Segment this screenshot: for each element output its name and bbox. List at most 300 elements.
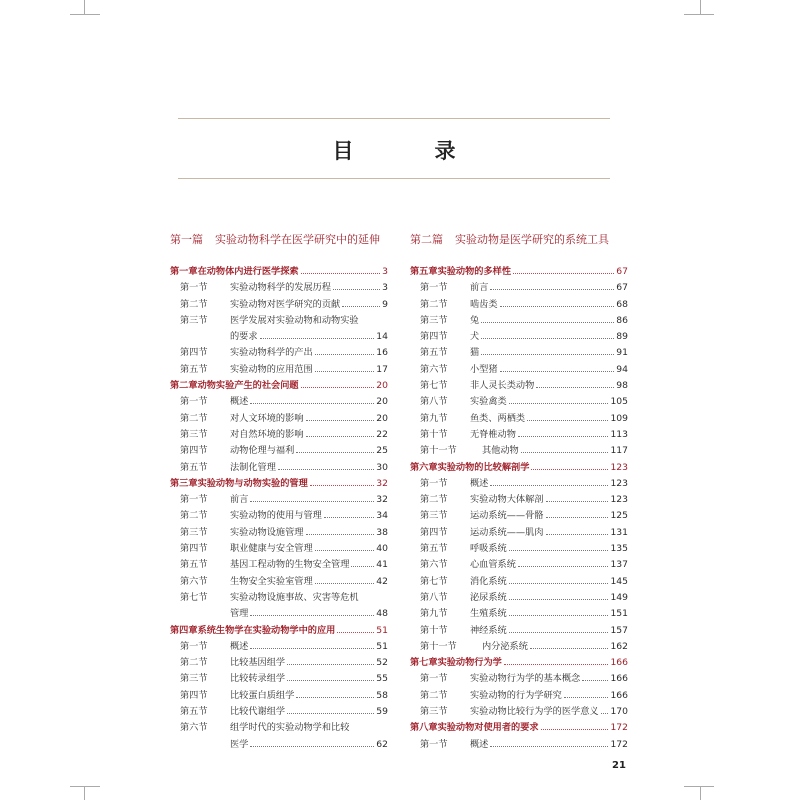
toc-column-left: [170, 230, 388, 753]
toc-chapter-entry[interactable]: [410, 264, 628, 280]
entry-number: 第四节: [420, 331, 448, 343]
toc-section-entry[interactable]: [170, 704, 388, 720]
toc-section-entry[interactable]: [170, 639, 388, 655]
toc-section-entry[interactable]: [170, 443, 388, 459]
crop-mark: [70, 786, 100, 787]
entry-page-number: 166: [610, 657, 628, 669]
dot-leader: [513, 273, 614, 274]
entry-page-number: 151: [610, 608, 628, 620]
entry-number: 第六节: [180, 575, 208, 587]
part-number: 第一篇: [170, 233, 203, 246]
dot-leader: [301, 273, 381, 274]
entry-page-number: 51: [376, 624, 388, 636]
entry-number: 第五节: [420, 543, 448, 555]
dot-leader: [521, 452, 609, 453]
entry-title: 非人灵长类动物: [470, 380, 535, 392]
dot-leader: [351, 566, 374, 567]
toc-section-entry[interactable]: [410, 590, 628, 606]
toc-section-entry[interactable]: [410, 508, 628, 524]
entry-page-number: 17: [376, 363, 388, 375]
entry-number: 第三节: [420, 706, 448, 718]
dot-leader: [531, 469, 608, 470]
entry-number: 第四节: [420, 526, 448, 538]
entry-title: 犬: [470, 331, 480, 343]
entry-page-number: 38: [376, 526, 388, 538]
entry-number: 第十节: [420, 624, 448, 636]
toc-section-entry[interactable]: [170, 525, 388, 541]
entry-number: 第二节: [180, 510, 208, 522]
entry-page-number: 32: [376, 494, 388, 506]
toc-chapter-entry[interactable]: [410, 460, 628, 476]
dot-leader: [509, 599, 609, 600]
entry-number: 第五节: [180, 461, 208, 473]
toc-chapter-entry[interactable]: [170, 623, 388, 639]
entry-title: 概述: [230, 396, 249, 408]
entry-title: 呼吸系统: [470, 543, 507, 555]
toc-section-entry[interactable]: [410, 557, 628, 573]
entry-number: 第三节: [180, 314, 208, 326]
entry-title: 实验动物科学的产出: [230, 347, 313, 359]
entry-title: 实验动物比较行为学的医学意义: [470, 706, 599, 718]
toc-section-entry[interactable]: [410, 704, 628, 720]
entry-number: 第二节: [180, 657, 208, 669]
dot-leader: [287, 680, 374, 681]
part-title: 实验动物是医学研究的系统工具: [455, 233, 609, 246]
entry-number: 第五节: [180, 363, 208, 375]
toc-section-entry[interactable]: [410, 639, 628, 655]
entry-title: 生殖系统: [470, 608, 507, 620]
entry-title: 基因工程动物的生物安全管理: [230, 559, 350, 571]
toc-section-entry[interactable]: [170, 671, 388, 687]
entry-title: 比较基因组学: [230, 657, 286, 669]
entry-title: 比较蛋白质组学: [230, 689, 295, 701]
dot-leader: [541, 729, 609, 730]
dot-leader: [509, 632, 609, 633]
entry-page-number: 67: [616, 266, 628, 277]
dot-leader: [250, 501, 374, 502]
entry-number: 第八节: [420, 396, 448, 408]
entry-title: 组学时代的实验动物学和比较: [230, 722, 350, 734]
entry-number: 第一节: [180, 282, 208, 294]
entry-number: 第三章: [170, 477, 198, 489]
entry-number: 第三节: [180, 428, 208, 440]
dot-leader: [601, 713, 609, 714]
entry-page-number: 20: [376, 396, 388, 408]
entry-title: 概述: [230, 640, 249, 652]
entry-title: 系统生物学在实验动物学中的应用: [197, 624, 336, 636]
entry-number: 第五章: [410, 266, 438, 277]
entry-title: 实验动物的应用范围: [230, 363, 313, 375]
dot-leader: [490, 289, 614, 290]
entry-number: 第七节: [420, 380, 448, 392]
entry-number: 第三节: [180, 526, 208, 538]
entry-title: 啮齿类: [470, 298, 498, 310]
entry-title: 对人文环境的影响: [230, 412, 304, 424]
entry-page-number: 123: [610, 477, 628, 489]
entry-title: 鱼类、两栖类: [470, 412, 526, 424]
toc-section-entry[interactable]: [170, 362, 388, 378]
entry-title: 的要求: [230, 331, 258, 343]
toc-section-entry[interactable]: [410, 280, 628, 296]
entry-page-number: 41: [376, 559, 388, 571]
toc-section-entry[interactable]: [170, 720, 388, 736]
dot-leader: [509, 550, 609, 551]
entry-title: 实验动物大体解剖: [470, 494, 544, 506]
entry-page-number: 9: [382, 298, 388, 310]
entry-page-number: 172: [610, 738, 628, 750]
entry-title: 神经系统: [470, 624, 507, 636]
entry-page-number: 98: [616, 380, 628, 392]
entry-number: 第二节: [420, 298, 448, 310]
dot-leader: [481, 354, 614, 355]
entry-number: 第六节: [420, 363, 448, 375]
toc-section-entry[interactable]: [410, 606, 628, 622]
toc-section-entry[interactable]: [170, 737, 388, 753]
dot-leader: [518, 436, 609, 437]
dot-leader: [536, 387, 614, 388]
toc-section-entry[interactable]: [410, 297, 628, 313]
entry-number: 第七节: [180, 591, 208, 603]
entry-number: 第二节: [420, 494, 448, 506]
entry-number: 第五节: [180, 706, 208, 718]
toc-section-entry[interactable]: [170, 688, 388, 704]
dot-leader: [296, 697, 374, 698]
part-title: 实验动物科学在医学研究中的延伸: [215, 233, 380, 246]
entry-page-number: 135: [610, 543, 628, 555]
entry-page-number: 89: [616, 331, 628, 343]
dot-leader: [278, 469, 374, 470]
entry-number: 第八节: [420, 591, 448, 603]
dot-leader: [296, 452, 374, 453]
entry-number: 第一节: [420, 673, 448, 685]
entry-page-number: 172: [610, 722, 628, 734]
toc-section-entry[interactable]: [410, 574, 628, 590]
entry-title: 运动系统——骨骼: [470, 510, 544, 522]
toc-section-entry[interactable]: [170, 313, 388, 329]
toc-section-entry[interactable]: [170, 655, 388, 671]
dot-leader: [342, 306, 380, 307]
toc-chapter-entry[interactable]: [410, 655, 628, 671]
toc-section-entry[interactable]: [170, 492, 388, 508]
dot-leader: [546, 517, 609, 518]
entry-title: 概述: [470, 477, 489, 489]
entry-title: 比较转录组学: [230, 673, 286, 685]
entry-number: 第二节: [180, 412, 208, 424]
entry-number: 第一节: [420, 738, 448, 750]
entry-title: 泌尿系统: [470, 591, 507, 603]
toc-section-entry[interactable]: [170, 411, 388, 427]
title-rule-bottom: [178, 178, 610, 179]
entry-page-number: 105: [610, 396, 628, 408]
entry-page-number: 166: [610, 673, 628, 685]
toc-chapter-entry[interactable]: [170, 378, 388, 394]
dot-leader: [518, 566, 609, 567]
dot-leader: [504, 664, 609, 665]
part-number: 第二篇: [410, 233, 443, 246]
entry-page-number: 42: [376, 575, 388, 587]
page-title: 目 录: [332, 139, 486, 163]
entry-page-number: 58: [376, 689, 388, 701]
dot-leader: [500, 306, 615, 307]
entry-number: 第一节: [180, 494, 208, 506]
toc-list: [410, 264, 628, 753]
entry-title: 管理: [230, 608, 249, 620]
entry-number: 第一节: [180, 640, 208, 652]
entry-number: 第三节: [420, 314, 448, 326]
toc-chapter-entry[interactable]: [410, 720, 628, 736]
entry-title: 医学: [230, 738, 249, 750]
toc-section-entry[interactable]: [410, 737, 628, 753]
entry-number: 第四节: [180, 543, 208, 555]
entry-title: 职业健康与安全管理: [230, 543, 313, 555]
page-number: 21: [612, 760, 626, 771]
part-heading: [410, 230, 628, 250]
entry-title: 心血管系统: [470, 559, 516, 571]
dot-leader: [490, 485, 608, 486]
toc-chapter-entry[interactable]: [170, 476, 388, 492]
toc-section-entry[interactable]: [170, 297, 388, 313]
entry-number: 第五节: [420, 347, 448, 359]
entry-number: 第四节: [180, 445, 208, 457]
toc-section-entry[interactable]: [410, 443, 628, 459]
entry-title: 实验动物的使用与管理: [230, 510, 322, 522]
toc-chapter-entry[interactable]: [170, 264, 388, 280]
entry-number: 第九节: [420, 608, 448, 620]
entry-page-number: 94: [616, 363, 628, 375]
toc-section-entry[interactable]: [410, 394, 628, 410]
toc-section-entry[interactable]: [170, 574, 388, 590]
entry-number: 第一节: [420, 477, 448, 489]
entry-number: 第一节: [180, 396, 208, 408]
entry-number: 第九节: [420, 412, 448, 424]
entry-title: 猫: [470, 347, 480, 359]
toc-section-entry[interactable]: [170, 460, 388, 476]
dot-leader: [315, 354, 375, 355]
entry-title: 前言: [470, 282, 489, 294]
toc-section-entry[interactable]: [410, 541, 628, 557]
dot-leader: [500, 371, 615, 372]
entry-title: 实验动物与动物实验的管理: [197, 477, 308, 489]
entry-page-number: 166: [610, 689, 628, 701]
entry-page-number: 20: [376, 412, 388, 424]
entry-page-number: 145: [610, 575, 628, 587]
entry-number: 第六节: [420, 559, 448, 571]
dot-leader: [287, 713, 374, 714]
dot-leader: [301, 387, 375, 388]
entry-number: 第七章: [410, 657, 438, 669]
toc-section-entry[interactable]: [170, 590, 388, 606]
dot-leader: [582, 680, 608, 681]
crop-mark: [684, 786, 714, 787]
entry-page-number: 32: [376, 477, 388, 489]
entry-page-number: 149: [610, 591, 628, 603]
entry-title: 动物伦理与福利: [230, 445, 295, 457]
entry-number: 第十一节: [420, 640, 457, 652]
dot-leader: [481, 322, 614, 323]
dot-leader: [337, 632, 374, 633]
toc-section-entry[interactable]: [170, 541, 388, 557]
dot-leader: [509, 615, 609, 616]
entry-page-number: 48: [376, 608, 388, 620]
toc-section-entry[interactable]: [410, 623, 628, 639]
entry-page-number: 117: [610, 445, 628, 457]
entry-number: 第六节: [180, 722, 208, 734]
title-rule-top: [178, 118, 610, 119]
toc-section-entry[interactable]: [410, 671, 628, 687]
toc-section-entry[interactable]: [170, 394, 388, 410]
dot-leader: [306, 420, 375, 421]
toc-section-entry[interactable]: [410, 378, 628, 394]
entry-page-number: 157: [610, 624, 628, 636]
entry-page-number: 131: [610, 526, 628, 538]
toc-section-entry[interactable]: [410, 492, 628, 508]
entry-number: 第八章: [410, 722, 438, 734]
toc-list: [170, 264, 388, 753]
entry-title: 比较代谢组学: [230, 706, 286, 718]
entry-page-number: 3: [382, 266, 388, 277]
crop-mark: [684, 14, 714, 15]
toc-section-entry[interactable]: [410, 411, 628, 427]
toc-section-entry[interactable]: [410, 313, 628, 329]
entry-title: 实验动物对医学研究的贡献: [230, 298, 341, 310]
crop-mark: [84, 0, 85, 14]
entry-number: 第二节: [420, 689, 448, 701]
entry-number: 第四节: [180, 689, 208, 701]
toc-section-entry[interactable]: [170, 345, 388, 361]
toc-section-entry[interactable]: [170, 280, 388, 296]
dot-leader: [315, 550, 375, 551]
entry-title: 内分泌系统: [482, 640, 528, 652]
entry-number: 第二章: [170, 380, 198, 392]
entry-page-number: 30: [376, 461, 388, 473]
entry-title: 其他动物: [482, 445, 519, 457]
entry-number: 第五节: [180, 559, 208, 571]
toc-section-entry[interactable]: [410, 525, 628, 541]
entry-page-number: 34: [376, 510, 388, 522]
entry-number: 第七节: [420, 575, 448, 587]
entry-title: 前言: [230, 494, 249, 506]
entry-number: 第一章: [170, 266, 198, 277]
entry-number: 第十一节: [420, 445, 457, 457]
entry-title: 生物安全实验室管理: [230, 575, 313, 587]
entry-page-number: 162: [610, 640, 628, 652]
dot-leader: [315, 371, 375, 372]
toc-section-entry[interactable]: [170, 329, 388, 345]
dot-leader: [315, 583, 375, 584]
entry-page-number: 170: [610, 706, 628, 718]
entry-title: 兔: [470, 314, 480, 326]
entry-title: 在动物体内进行医学探索: [197, 266, 299, 277]
entry-page-number: 52: [376, 657, 388, 669]
entry-page-number: 125: [610, 510, 628, 522]
toc-section-entry[interactable]: [410, 476, 628, 492]
dot-leader: [324, 517, 374, 518]
entry-page-number: 113: [610, 428, 628, 440]
part-heading: [170, 230, 388, 250]
entry-title: 实验动物对使用者的要求: [437, 722, 539, 734]
entry-page-number: 22: [376, 428, 388, 440]
crop-mark: [84, 786, 85, 800]
dot-leader: [310, 485, 374, 486]
entry-page-number: 137: [610, 559, 628, 571]
crop-mark: [700, 0, 701, 14]
entry-page-number: 91: [616, 347, 628, 359]
entry-title: 实验动物行为学: [437, 657, 502, 669]
entry-title: 实验动物的比较解剖学: [437, 461, 530, 473]
dot-leader: [546, 501, 609, 502]
entry-title: 无脊椎动物: [470, 428, 516, 440]
dot-leader: [250, 403, 374, 404]
entry-title: 实验动物的多样性: [437, 266, 512, 277]
entry-title: 实验动物科学的发展历程: [230, 282, 332, 294]
dot-leader: [250, 746, 374, 747]
entry-page-number: 51: [376, 640, 388, 652]
dot-leader: [530, 648, 609, 649]
entry-page-number: 16: [376, 347, 388, 359]
toc-section-entry[interactable]: [170, 606, 388, 622]
entry-number: 第十节: [420, 428, 448, 440]
entry-page-number: 62: [376, 738, 388, 750]
toc-section-entry[interactable]: [410, 329, 628, 345]
entry-page-number: 68: [616, 298, 628, 310]
dot-leader: [481, 338, 614, 339]
dot-leader: [306, 534, 375, 535]
dot-leader: [250, 648, 374, 649]
toc-section-entry[interactable]: [410, 427, 628, 443]
toc-section-entry[interactable]: [170, 557, 388, 573]
entry-page-number: 55: [376, 673, 388, 685]
dot-leader: [333, 289, 380, 290]
entry-page-number: 109: [610, 412, 628, 424]
entry-title: 实验动物行为学的基本概念: [470, 673, 581, 685]
entry-title: 运动系统——肌肉: [470, 526, 544, 538]
dot-leader: [260, 338, 375, 339]
dot-leader: [509, 403, 609, 404]
entry-number: 第四章: [170, 624, 198, 636]
entry-title: 概述: [470, 738, 489, 750]
entry-title: 动物实验产生的社会问题: [197, 380, 299, 392]
entry-number: 第二节: [180, 298, 208, 310]
toc-section-entry[interactable]: [410, 362, 628, 378]
entry-page-number: 123: [610, 494, 628, 506]
dot-leader: [250, 615, 374, 616]
entry-title: 法制化管理: [230, 461, 276, 473]
toc-column-right: [410, 230, 628, 753]
dot-leader: [527, 420, 608, 421]
entry-number: 第六章: [410, 461, 438, 473]
dot-leader: [546, 534, 609, 535]
entry-number: 第三节: [180, 673, 208, 685]
dot-leader: [287, 664, 374, 665]
toc-section-entry[interactable]: [410, 345, 628, 361]
toc-section-entry[interactable]: [410, 688, 628, 704]
entry-number: 第一节: [420, 282, 448, 294]
entry-page-number: 67: [616, 282, 628, 294]
entry-page-number: 25: [376, 445, 388, 457]
entry-page-number: 59: [376, 706, 388, 718]
entry-title: 对自然环境的影响: [230, 428, 304, 440]
entry-number: 第三节: [420, 510, 448, 522]
toc-section-entry[interactable]: [170, 427, 388, 443]
toc-section-entry[interactable]: [170, 508, 388, 524]
dot-leader: [509, 583, 609, 584]
entry-title: 消化系统: [470, 575, 507, 587]
dot-leader: [490, 746, 608, 747]
entry-page-number: 20: [376, 380, 388, 392]
entry-title: 实验动物设施事故、灾害等危机: [230, 591, 359, 603]
entry-title: 实验动物设施管理: [230, 526, 304, 538]
dot-leader: [306, 436, 375, 437]
